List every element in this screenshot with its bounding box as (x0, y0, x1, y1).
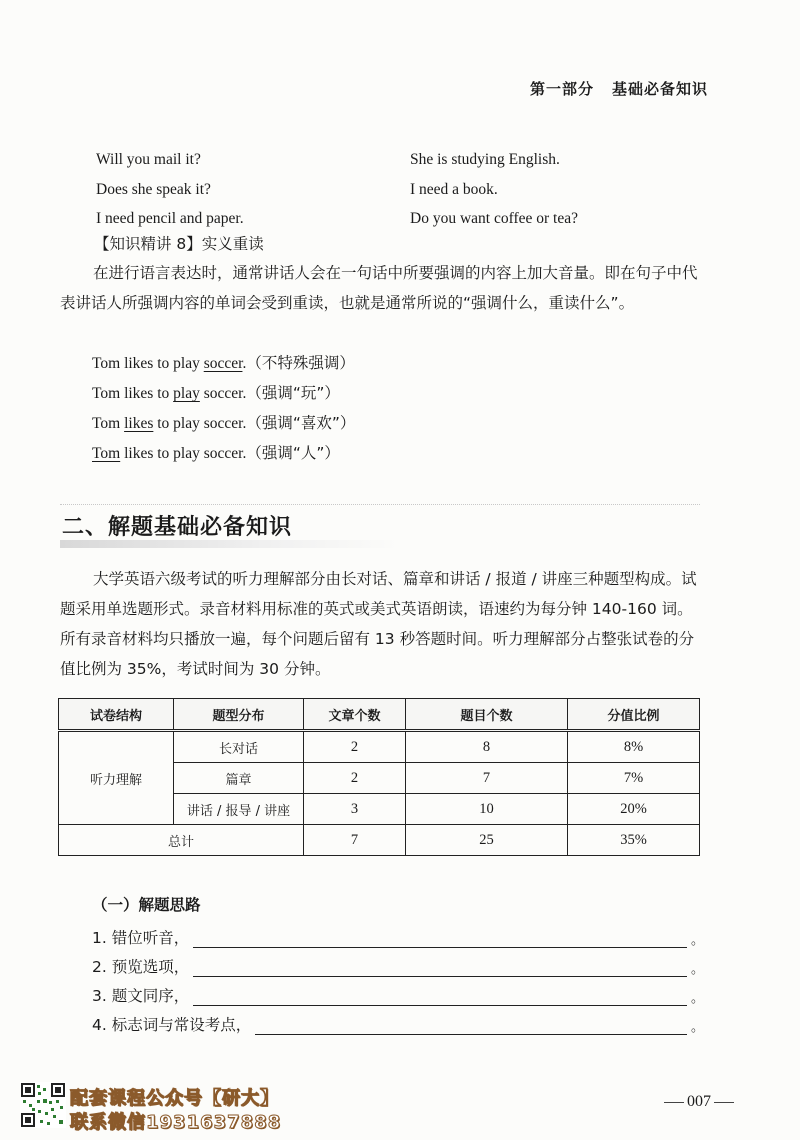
table-header-row (59, 699, 700, 731)
example-sentence: Do you want coffee or tea? (410, 210, 578, 227)
table-header-cell: 试卷结构 (59, 699, 174, 731)
example-sentence: I need a book. (410, 180, 498, 198)
section-label-cell: 听力理解 (59, 731, 174, 825)
fill-in-label: 2. 预览选项， (92, 958, 190, 976)
table-cell: 35% (568, 825, 700, 856)
fill-in-item: 4. 标志词与常设考点， 。 (92, 1013, 704, 1035)
table-cell: 长对话 (174, 731, 304, 763)
example-sentence: Will you mail it? (96, 151, 201, 168)
emphasis-sentence: Tom likes to play soccer.（不特殊强调） (92, 354, 355, 372)
table-cell: 7% (568, 763, 700, 794)
header-part: 第一部分 (529, 80, 594, 98)
knowledge-heading: 【知识精讲 8】实义重读 (94, 235, 264, 253)
table-cell: 2 (304, 731, 406, 763)
section-paragraph: 大学英语六级考试的听力理解部分由长对话、篇章和讲话 / 报道 / 讲座三种题型构成。试题采用单选题形式。录音材料用标准的英式或美式英语朗读，语速约为每分钟 140-160 词。所有录音材料均只播放一遍，每个问题后留有 13 秒答题时间。听力理解部分占整张试卷的分值比例为 35%，考试时间为 30 分钟。 (60, 570, 697, 678)
table-cell: 20% (568, 794, 700, 825)
qr-code-icon (20, 1082, 66, 1128)
emphasis-sentence: Tom likes to play soccer.（强调“玩”） (92, 384, 340, 402)
table-cell: 8% (568, 731, 700, 763)
table-cell: 3 (304, 794, 406, 825)
fill-in-item: 3. 题文同序， 。 (92, 984, 704, 1006)
answer-blank[interactable] (255, 1018, 687, 1035)
promo-line: 联系微信1931637888 (70, 1112, 282, 1133)
section-title: 二、解题基础必备知识 (62, 515, 293, 540)
emphasis-sentence: Tom likes to play soccer.（强调“喜欢”） (92, 414, 356, 432)
emphasis-sentence: Tom likes to play soccer.（强调“人”） (92, 444, 340, 462)
table-total-label: 总计 (59, 825, 304, 856)
example-sentence: Does she speak it? (96, 180, 211, 198)
table-cell: 10 (406, 794, 568, 825)
fill-in-item: 2. 预览选项， 。 (92, 955, 704, 977)
running-header (530, 78, 708, 99)
promo-line: 配套课程公众号【研大】 (70, 1088, 279, 1109)
listening-structure-table (58, 698, 700, 856)
table-cell: 讲话 / 报导 / 讲座 (174, 794, 304, 825)
table-header-cell: 文章个数 (304, 699, 406, 731)
table-cell: 7 (304, 825, 406, 856)
fill-in-label: 1. 错位听音， (92, 929, 190, 947)
answer-blank[interactable] (193, 931, 687, 948)
page-number: 007 (664, 1093, 734, 1111)
fill-in-label: 4. 标志词与常设考点， (92, 1016, 252, 1034)
table-cell: 篇章 (174, 763, 304, 794)
table-cell: 2 (304, 763, 406, 794)
table-row (59, 731, 700, 763)
fill-in-label: 3. 题文同序， (92, 987, 190, 1005)
examples-right (410, 145, 578, 234)
fill-in-item: 1. 错位听音， 。 (92, 926, 704, 948)
table-header-cell: 分值比例 (568, 699, 700, 731)
section-title-underlay (60, 540, 400, 548)
table-total-row (59, 825, 700, 856)
table-header-cell: 题目个数 (406, 699, 568, 731)
table-cell: 8 (406, 731, 568, 763)
answer-blank[interactable] (193, 989, 687, 1006)
answer-blank[interactable] (193, 960, 687, 977)
example-sentence: I need pencil and paper. (96, 210, 244, 227)
subsection-title: （一）解题思路 (92, 896, 201, 914)
section-divider (60, 504, 700, 505)
header-title: 基础必备知识 (611, 80, 708, 98)
examples-left (96, 145, 244, 234)
table-header-cell: 题型分布 (174, 699, 304, 731)
knowledge-paragraph: 在进行语言表达时，通常讲话人会在一句话中所要强调的内容上加大音量。即在句子中代表讲话人所强调内容的单词会受到重读，也就是通常所说的“强调什么，重读什么”。 (60, 264, 698, 312)
table-cell: 7 (406, 763, 568, 794)
example-sentence: She is studying English. (410, 151, 560, 168)
table-cell: 25 (406, 825, 568, 856)
